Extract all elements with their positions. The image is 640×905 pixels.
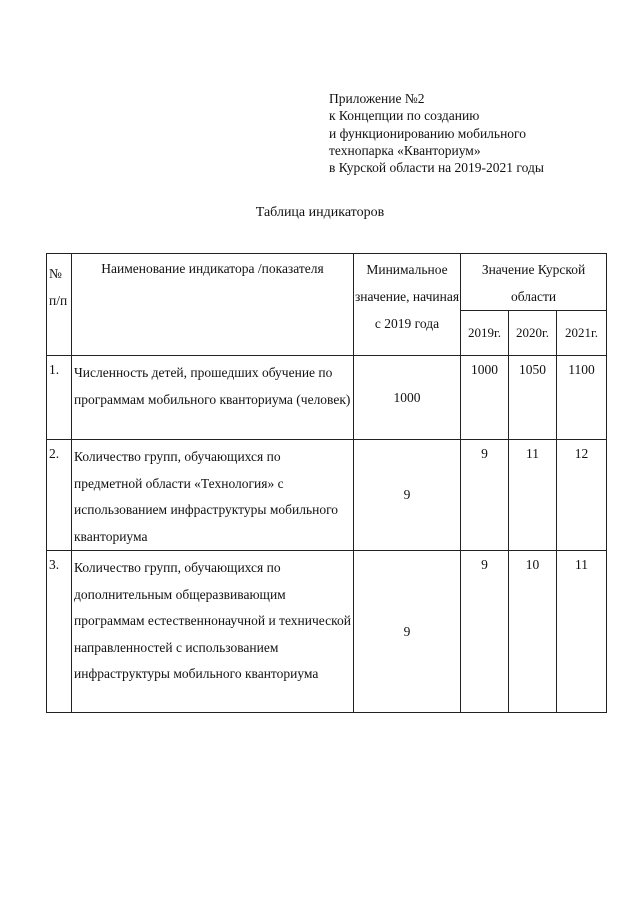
- row-min: 9: [354, 440, 461, 551]
- table-row: [47, 440, 607, 551]
- appendix-line: технопарка «Кванториум»: [329, 142, 481, 158]
- row-num: 3.: [47, 551, 72, 713]
- row-name: Численность детей, прошедших обучение по программам мобильного кванториума (человек): [72, 356, 354, 440]
- table-title: Таблица индикаторов: [255, 205, 385, 220]
- row-value-2019: 1000: [461, 356, 509, 440]
- row-min: 9: [354, 551, 461, 713]
- indicators-table: [46, 253, 607, 713]
- row-name: Количество групп, обучающихся по предметной области «Технология» с использованием инфраструктуры мобильного кванториума: [72, 440, 354, 551]
- row-value-2021: 1100: [557, 356, 607, 440]
- row-min: 1000: [354, 356, 461, 440]
- header-min: Минимальное значение, начиная с 2019 года: [354, 254, 461, 356]
- row-value-2021: 12: [557, 440, 607, 551]
- row-value-2019: 9: [461, 551, 509, 713]
- appendix-line: Приложение №2: [329, 91, 425, 106]
- row-value-2020: 10: [509, 551, 557, 713]
- row-value-2020: 1050: [509, 356, 557, 440]
- row-value-2021: 11: [557, 551, 607, 713]
- header-values: Значение Курской области: [461, 254, 607, 311]
- header-year-2020: 2020г.: [509, 311, 557, 356]
- header-num: № п/п: [47, 254, 72, 356]
- row-num: 2.: [47, 440, 72, 551]
- row-name: Количество групп, обучающихся по дополнительным общеразвивающим программам естественнонаучной и технической направленностей с использованием инфраструктуры мобильного кванториума: [72, 551, 354, 713]
- table-header-row: [47, 254, 607, 311]
- row-value-2020: 11: [509, 440, 557, 551]
- appendix-line: к Концепции по созданию: [329, 108, 480, 124]
- row-num: 1.: [47, 356, 72, 440]
- appendix-header: [329, 90, 544, 176]
- header-year-2021: 2021г.: [557, 311, 607, 356]
- row-value-2019: 9: [461, 440, 509, 551]
- appendix-line: в Курской области на 2019-2021 годы: [329, 160, 544, 176]
- header-name: Наименование индикатора /показателя: [72, 254, 354, 356]
- header-year-2019: 2019г.: [461, 311, 509, 356]
- table-row: [47, 356, 607, 440]
- appendix-line: и функционированию мобильного: [329, 125, 526, 141]
- table-row: [47, 551, 607, 713]
